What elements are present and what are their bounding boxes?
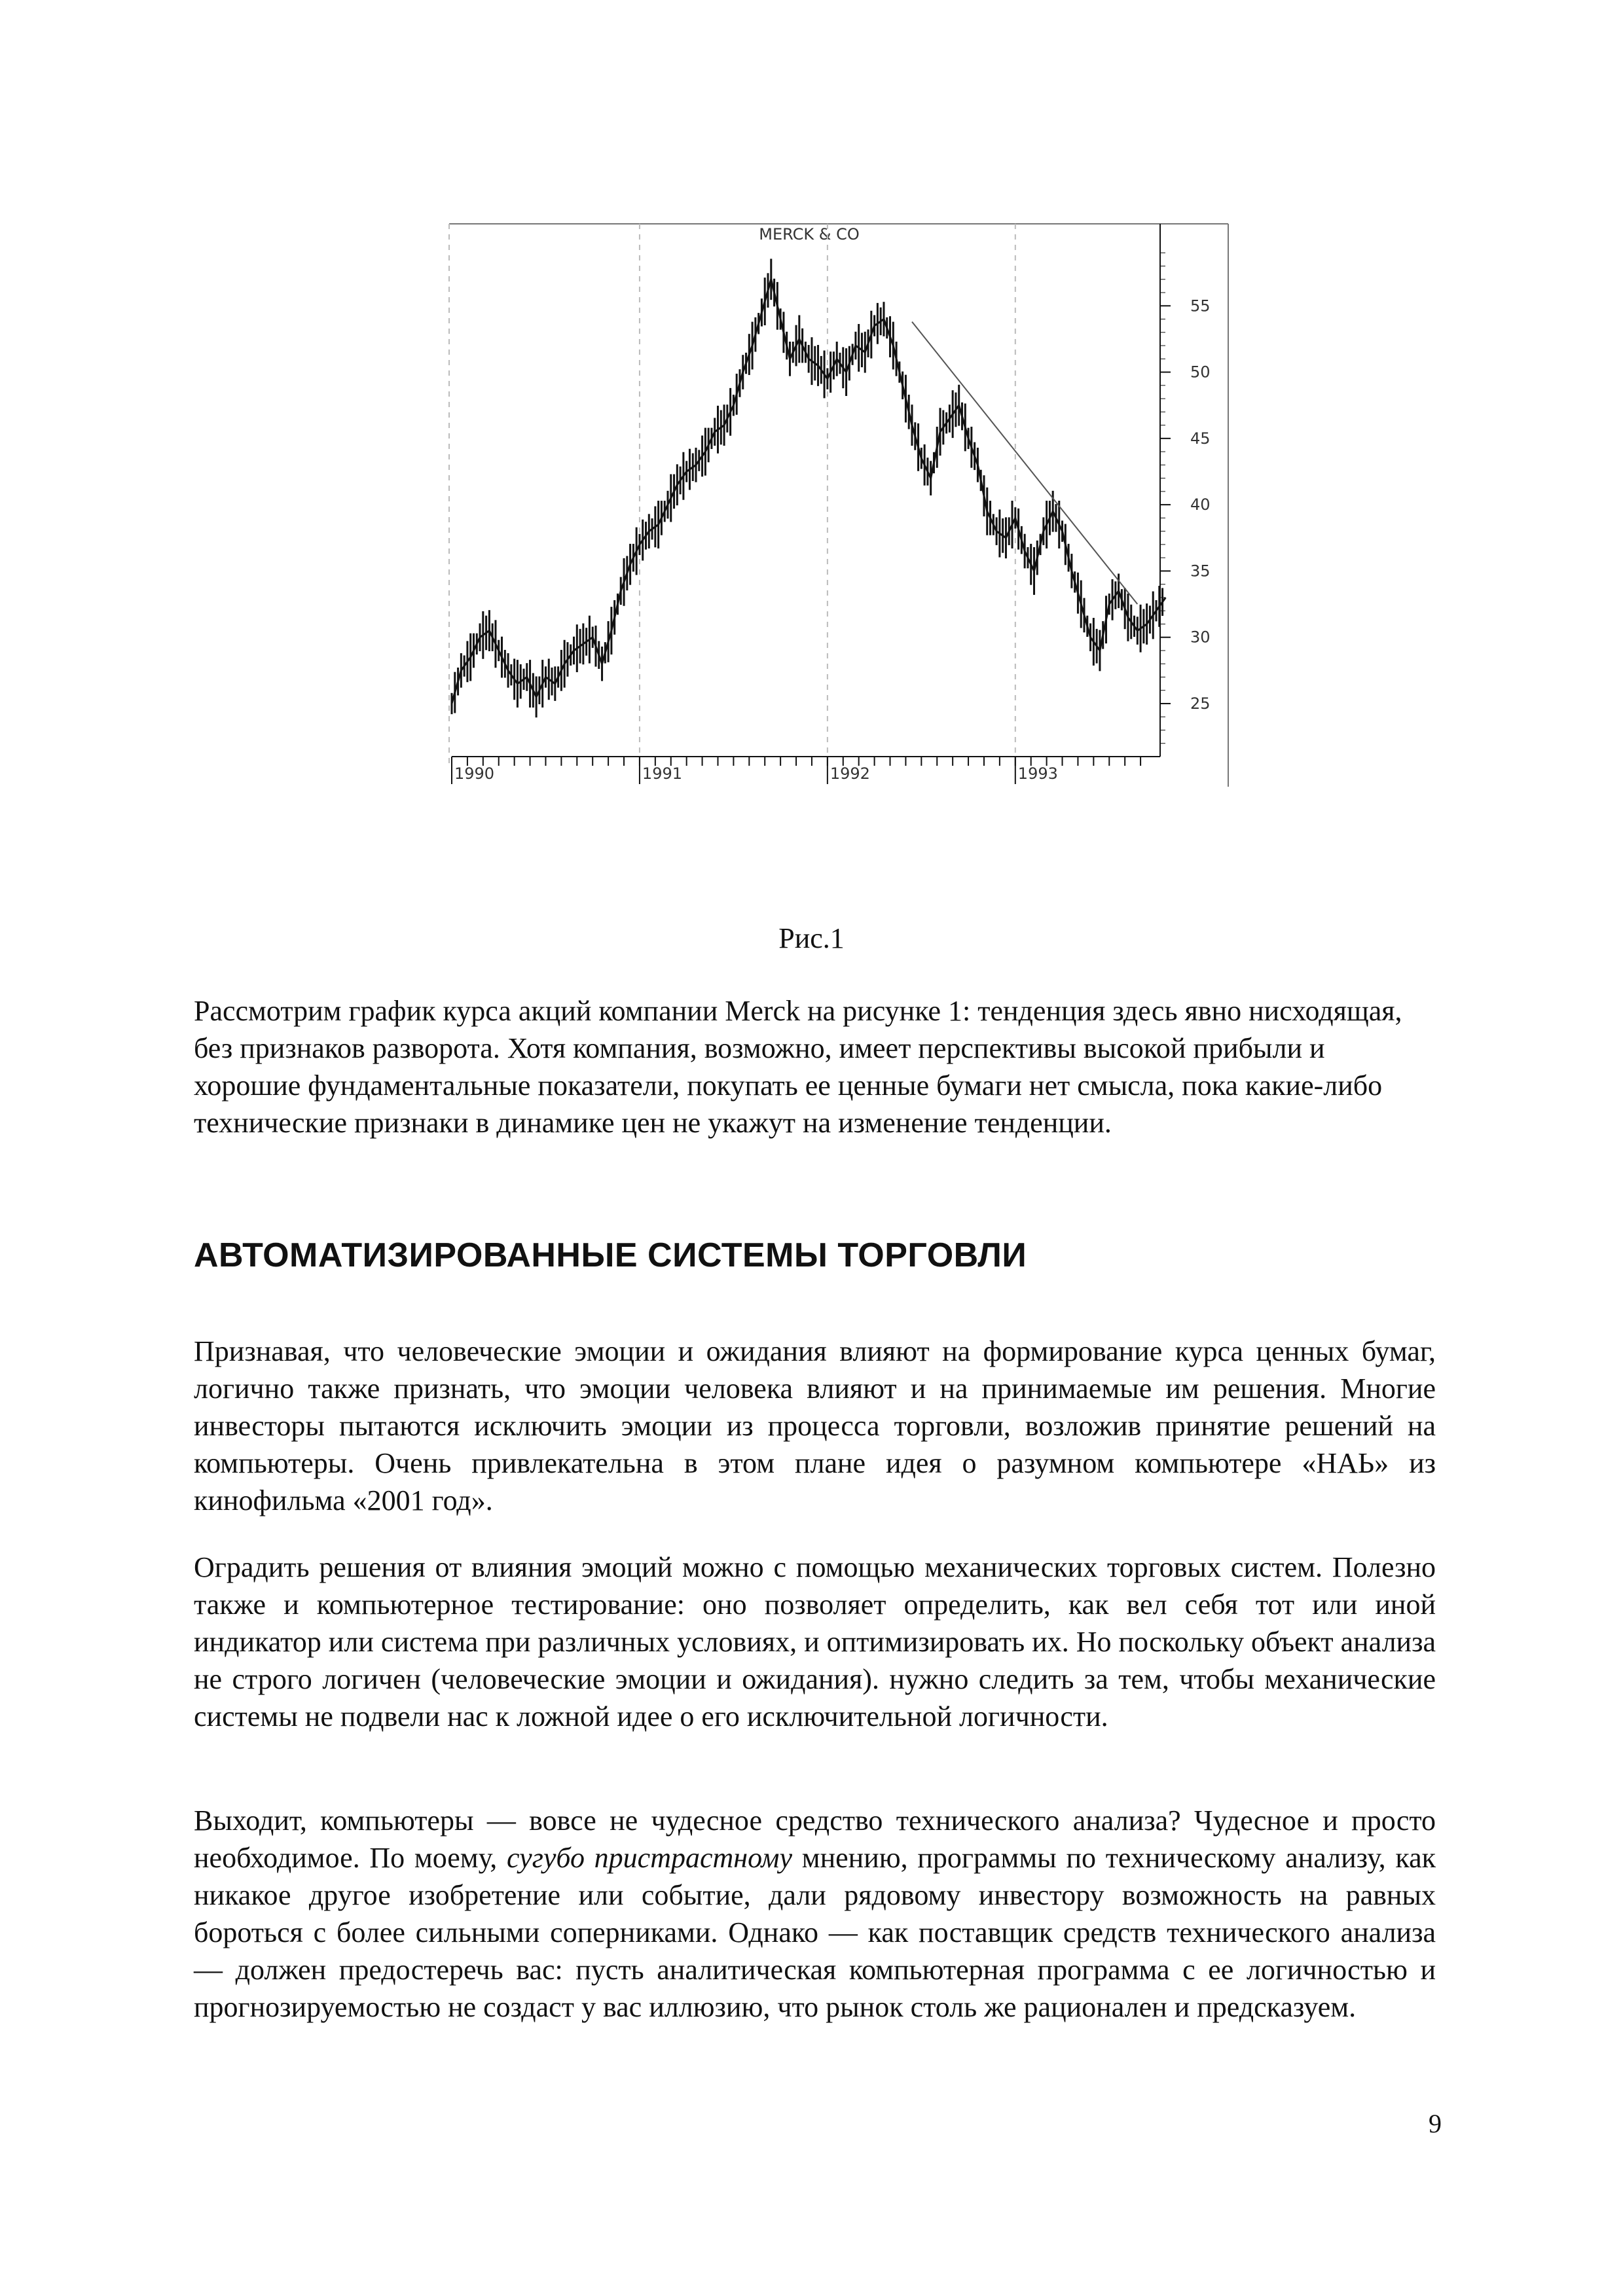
section-heading: АВТОМАТИЗИРОВАННЫЕ СИСТЕМЫ ТОРГОВЛИ (194, 1236, 1027, 1274)
chart-title: MERCK & CO (759, 225, 860, 243)
x-tick-label-1992: 1992 (830, 764, 870, 783)
x-tick-label-1993: 1993 (1017, 764, 1058, 783)
merck-stock-chart (443, 220, 1236, 789)
x-tick-label-1991: 1991 (642, 764, 683, 783)
paragraph-computers (194, 1802, 1436, 2026)
y-tick-label-55: 55 (1190, 296, 1211, 315)
paragraph-mechanical-systems: Оградить решения от влияния эмоций можно с помощью механических торговых систем. Полезно также и компьютерное тестирование: оно позволяет определить, как вел себя тот или иной индикатор или система при различных условиях, и оптимизировать их. Но поскольку объект анализа не строго логичен (человеческие эмоции и ожидания). нужно следить за тем, чтобы механические системы не подвели нас к ложной идее о его исключительной логичности. (194, 1551, 1436, 1732)
y-tick-label-40: 40 (1190, 495, 1211, 514)
y-tick-label-25: 25 (1190, 694, 1211, 713)
y-tick-label-45: 45 (1190, 429, 1211, 448)
y-tick-label-30: 30 (1190, 628, 1211, 647)
y-tick-label-35: 35 (1190, 562, 1211, 581)
paragraph-emotions: Признавая, что человеческие эмоции и ожидания влияют на формирование курса ценных бумаг, логично также признать, что эмоции человека влияют и на принимаемые им решения. Многие инвесторы пытаются исключить эмоции из процесса торговли, возложив принятие решений на компьютеры. Очень привлекательна в этом плане идея о разумном компьютере «НАЬ» из кинофильма «2001 год». (194, 1335, 1436, 1516)
figure-caption: Рис.1 (778, 922, 845, 954)
x-tick-label-1990: 1990 (454, 764, 495, 783)
paragraph-merck: Рассмотрим график курса акций компании Merck на рисунке 1: тенденция здесь явно нисходящая, без признаков разворота. Хотя компания, возможно, имеет перспективы высокой прибыли и хорошие фундаментальные показатели, покупать ее ценные бумаги нет смысла, пока какие-либо технические признаки в динамике цен не укажут на изменение тенденции. (194, 995, 1402, 1139)
paragraph-computers-emphasis: сугубо пристрастному (506, 1842, 793, 1874)
paragraph-computers-part-2: мнению, программы по техническому анализу, как никакое другое изобретение или событие, дали рядовому инвестору возможность на равных бороться с более сильными соперниками. Однако — как поставщик средств технического анализа — должен предостеречь вас: пусть аналитическая компьютерная программа с ее логичностью и прогнозируемостью не создаст у вас иллюзию, что рынок столь же рационален и предсказуем. (194, 1842, 1436, 2023)
page-number: 9 (1429, 2109, 1442, 2138)
paragraph-computers-part-1: Выходит, компьютеры — вовсе не чудесное средство технического анализа? Чудесное и просто необходимое. По моему, (194, 1804, 1436, 1874)
price-series-line (452, 279, 1165, 704)
y-tick-label-50: 50 (1190, 363, 1211, 382)
